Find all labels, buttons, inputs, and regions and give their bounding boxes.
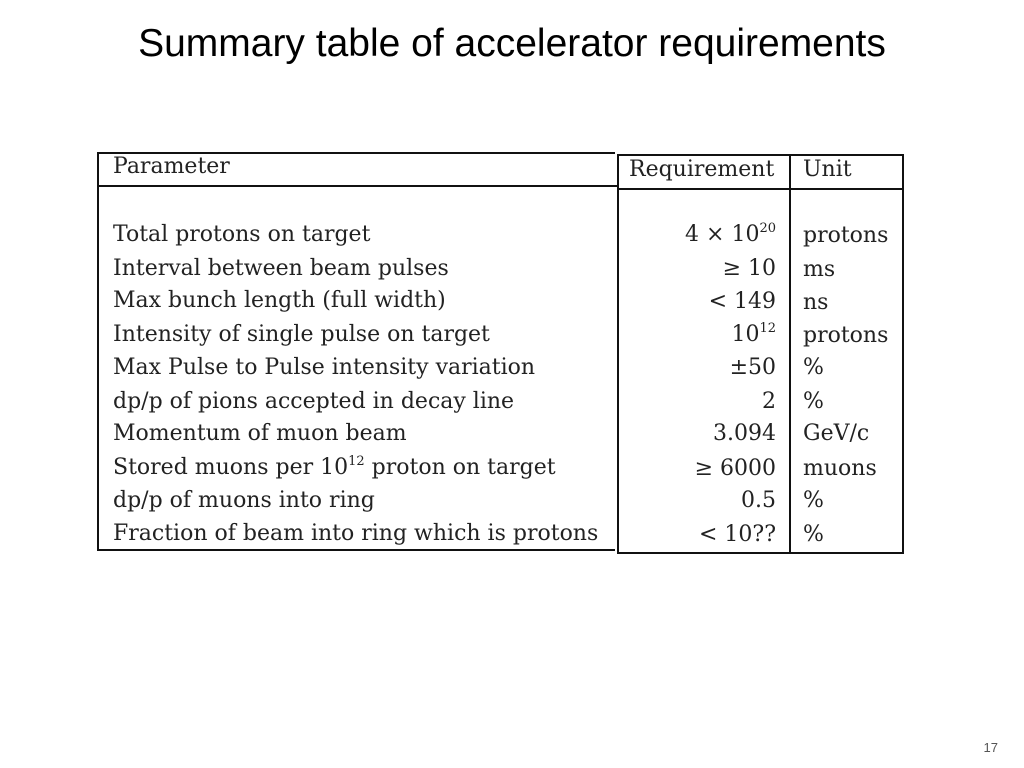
row-unit: ns: [803, 290, 829, 315]
row-parameter: Fraction of beam into ring which is protons: [113, 521, 599, 546]
row-unit: muons: [803, 456, 877, 481]
row-parameter: Total protons on target: [113, 222, 371, 247]
row-requirement: 2: [762, 389, 776, 414]
header-parameter: Parameter: [113, 154, 230, 179]
header-requirement: Requirement: [629, 157, 775, 182]
row-parameter: dp/p of muons into ring: [113, 488, 375, 513]
row-unit: ms: [803, 257, 836, 282]
page-number: 17: [983, 740, 998, 755]
row-parameter: Interval between beam pulses: [113, 256, 449, 281]
row-requirement: < 10??: [698, 522, 776, 547]
row-unit: %: [803, 488, 824, 513]
row-unit: protons: [803, 323, 889, 348]
requirements-table: [97, 152, 904, 554]
row-requirement: $4 \times 10^{20}$: [685, 221, 776, 247]
row-unit: GeV/c: [803, 421, 870, 446]
row-parameter: dp/p of pions accepted in decay line: [113, 389, 515, 414]
row-requirement: ≥ 10: [722, 256, 776, 281]
row-requirement: ≥ 6000: [694, 456, 776, 481]
row-parameter: Momentum of muon beam: [113, 421, 407, 446]
row-unit: %: [803, 355, 824, 380]
row-requirement: $10^{12}$: [731, 321, 776, 347]
row-requirement: 0.5: [741, 488, 776, 513]
row-unit: %: [803, 522, 824, 547]
row-requirement: 3.094: [713, 421, 776, 446]
row-unit: %: [803, 389, 824, 414]
row-requirement: < 149: [708, 289, 776, 314]
slide-title: Summary table of accelerator requirements: [138, 22, 886, 65]
requirement-header-rule: [619, 188, 902, 190]
row-parameter: Intensity of single pulse on target: [113, 322, 490, 347]
row-requirement: ±50: [729, 355, 776, 380]
row-parameter: Max Pulse to Pulse intensity variation: [113, 355, 536, 380]
row-parameter: Stored muons per $10^{12}$ proton on target: [113, 454, 556, 480]
row-unit: protons: [803, 223, 889, 248]
parameter-header-rule: [97, 185, 617, 187]
header-unit: Unit: [803, 157, 852, 182]
requirement-unit-divider: [789, 156, 791, 552]
row-parameter: Max bunch length (full width): [113, 288, 446, 313]
